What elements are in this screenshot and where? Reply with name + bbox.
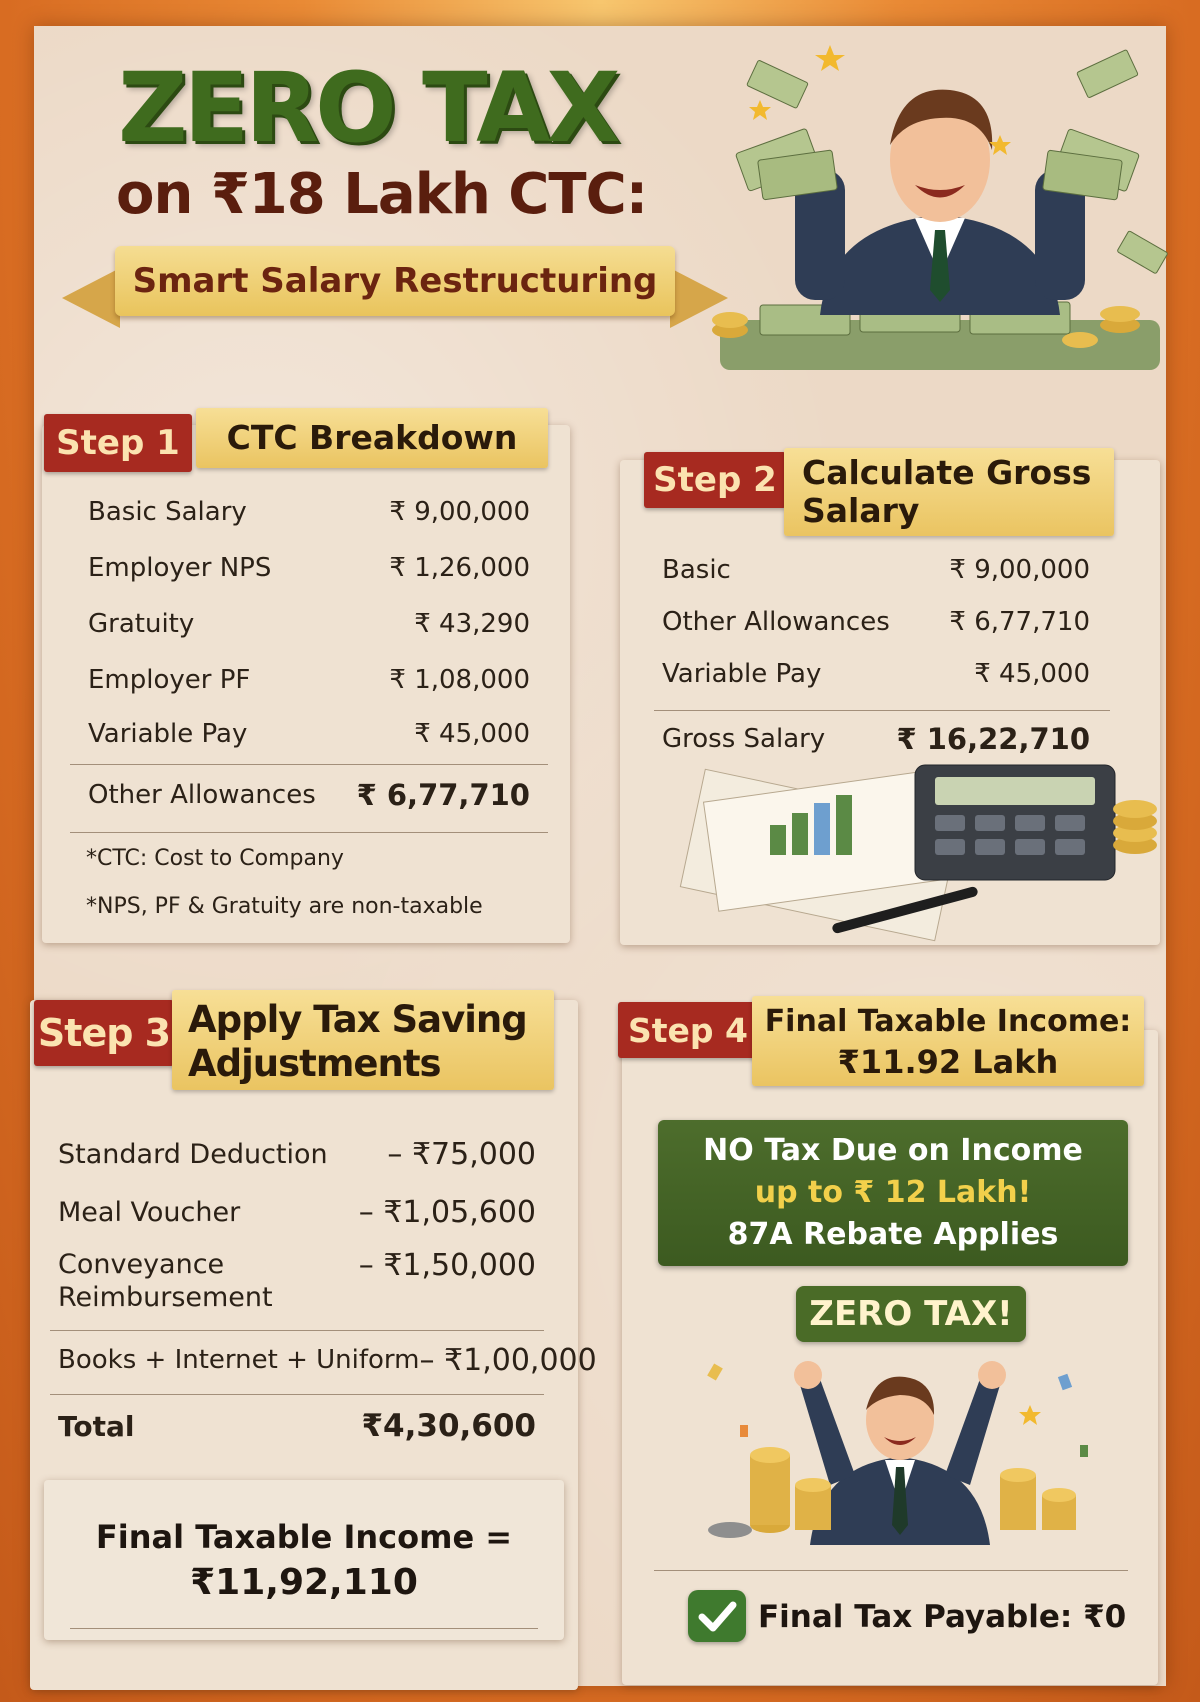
step2-row-gross: Gross Salary ₹ 16,22,710 [662,722,1090,756]
title-ribbon [115,246,675,316]
step3-final-divider [70,1628,538,1629]
page-subtitle: on ₹18 Lakh CTC: [116,162,648,227]
step3-row-total: Total ₹4,30,600 [58,1408,536,1444]
step4-divider [654,1570,1128,1571]
step1-divider [70,764,548,765]
step1-note-nontaxable: *NPS, PF & Gratuity are non-taxable [86,894,483,919]
final-tax-payable: Final Tax Payable: ₹0 [758,1599,1127,1635]
step1-row-other-allowances: Other Allowances ₹ 6,77,710 [88,778,530,812]
step2-heading: Calculate Gross Salary [784,448,1114,536]
ribbon-tail-left [62,268,120,328]
step1-divider-2 [70,832,548,833]
step3-divider-2 [50,1394,544,1395]
celebrating-man-illustration [680,1345,1120,1545]
step3-row-conveyance: Conveyance Reimbursement – ₹1,50,000 [58,1248,536,1313]
step2-tag: Step 2 [644,452,786,508]
step2-row-variable: Variable Pay ₹ 45,000 [662,659,1090,689]
rebate-line-3: 87A Rebate Applies [727,1217,1059,1252]
rebate-line-2: up to ₹ 12 Lakh! [754,1175,1032,1210]
step1-row-basic: Basic Salary ₹ 9,00,000 [88,497,530,527]
step3-heading: Apply Tax Saving Adjustments [172,990,554,1090]
rebate-callout [658,1120,1128,1266]
step1-row-gratuity: Gratuity ₹ 43,290 [88,609,530,639]
ribbon-text: Smart Salary Restructuring [132,261,658,301]
step2-row-other-allowances: Other Allowances ₹ 6,77,710 [662,607,1090,637]
step4-tag: Step 4 [618,1002,758,1058]
step3-row-meal-voucher: Meal Voucher – ₹1,05,600 [58,1194,536,1230]
step1-row-pf: Employer PF ₹ 1,08,000 [88,665,530,695]
step3-final-value: ₹11,92,110 [190,1562,418,1603]
rebate-line-1: NO Tax Due on Income [703,1133,1083,1168]
step3-row-books-internet: Books + Internet + Uniform – ₹1,00,000 [58,1342,597,1378]
check-icon [688,1590,746,1642]
calculator-icon [915,765,1115,880]
page-title: ZERO TAX [118,52,617,164]
step1-heading: CTC Breakdown [196,408,548,468]
step3-row-standard-deduction: Standard Deduction – ₹75,000 [58,1136,536,1172]
step3-final-box [44,1480,564,1640]
step1-row-nps: Employer NPS ₹ 1,26,000 [88,553,530,583]
step1-tag: Step 1 [44,414,192,472]
step1-row-variable: Variable Pay ₹ 45,000 [88,719,530,749]
coin-stack-icon [1113,800,1157,854]
cash-bundle-right-icon [1043,129,1140,201]
step4-heading: Final Taxable Income: ₹11.92 Lakh [752,996,1144,1086]
step2-row-basic: Basic ₹ 9,00,000 [662,555,1090,585]
zero-tax-badge: ZERO TAX! [796,1286,1026,1342]
step2-divider [654,710,1110,711]
step3-tag: Step 3 [34,1000,174,1066]
cash-bundle-left-icon [735,128,837,200]
step3-final-label: Final Taxable Income = [95,1518,513,1556]
step1-note-ctc: *CTC: Cost to Company [86,846,344,871]
businessman-money-illustration [700,40,1180,390]
calculator-paperwork-illustration [690,765,1190,945]
step3-divider-1 [50,1330,544,1331]
